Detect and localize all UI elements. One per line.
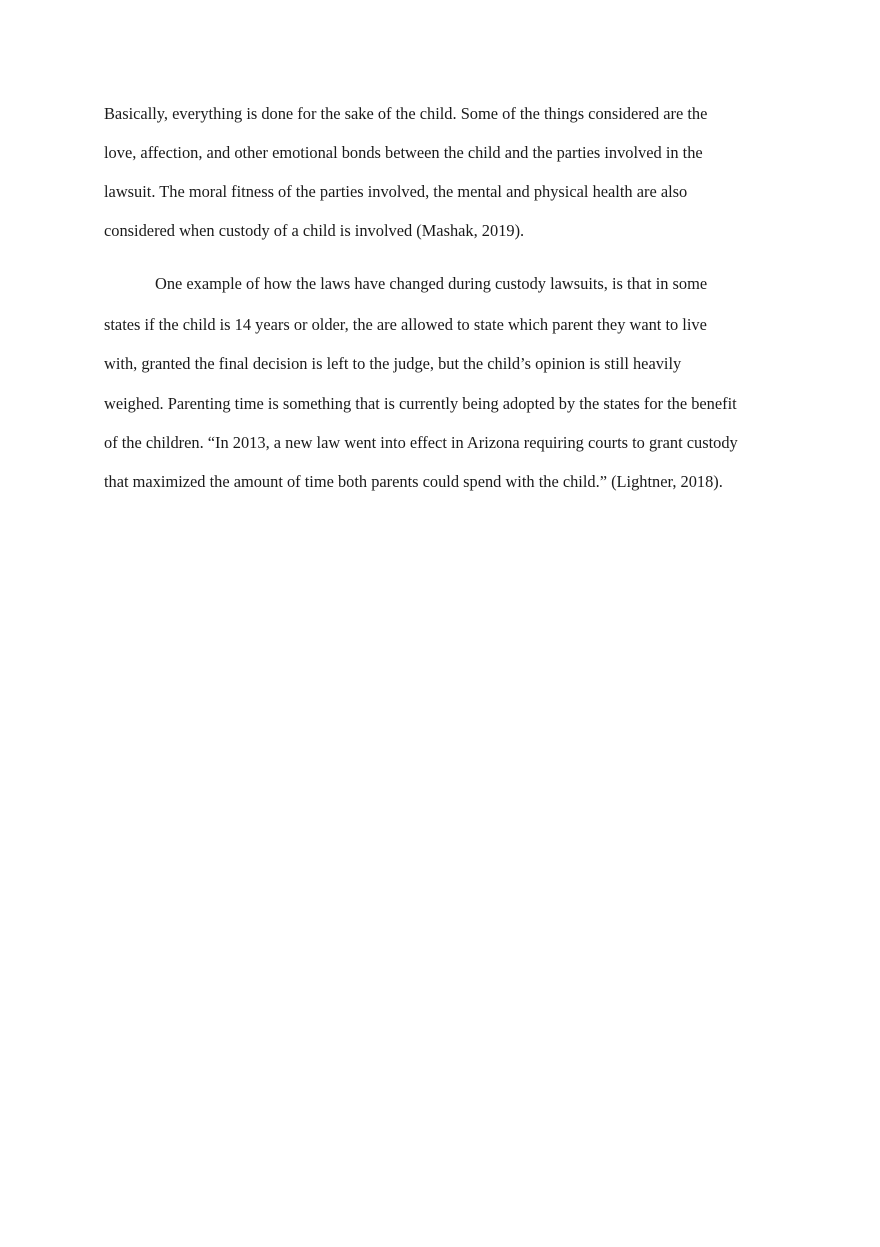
text-line: One example of how the laws have changed during custody lawsuits, is that in some — [155, 274, 708, 293]
text-line: that maximized the amount of time both parents could spend with the child.” (Lightner, 2018). — [104, 472, 723, 491]
text-line: weighed. Parenting time is something that is currently being adopted by the states for the benefit — [104, 394, 737, 413]
text-line: with, granted the final decision is left to the judge, but the child’s opinion is still heavily — [104, 354, 682, 373]
text-line: considered when custody of a child is involved (Mashak, 2019). — [104, 221, 525, 240]
text-line: of the children. “In 2013, a new law went into effect in Arizona requiring courts to grant custody — [104, 433, 738, 452]
text-line: love, affection, and other emotional bonds between the child and the parties involved in the — [104, 143, 703, 162]
text-line: Basically, everything is done for the sake of the child. Some of the things considered are the — [104, 104, 708, 123]
text-line: lawsuit. The moral fitness of the parties involved, the mental and physical health are also — [104, 182, 688, 201]
text-line: states if the child is 14 years or older, the are allowed to state which parent they want to live — [104, 315, 707, 334]
